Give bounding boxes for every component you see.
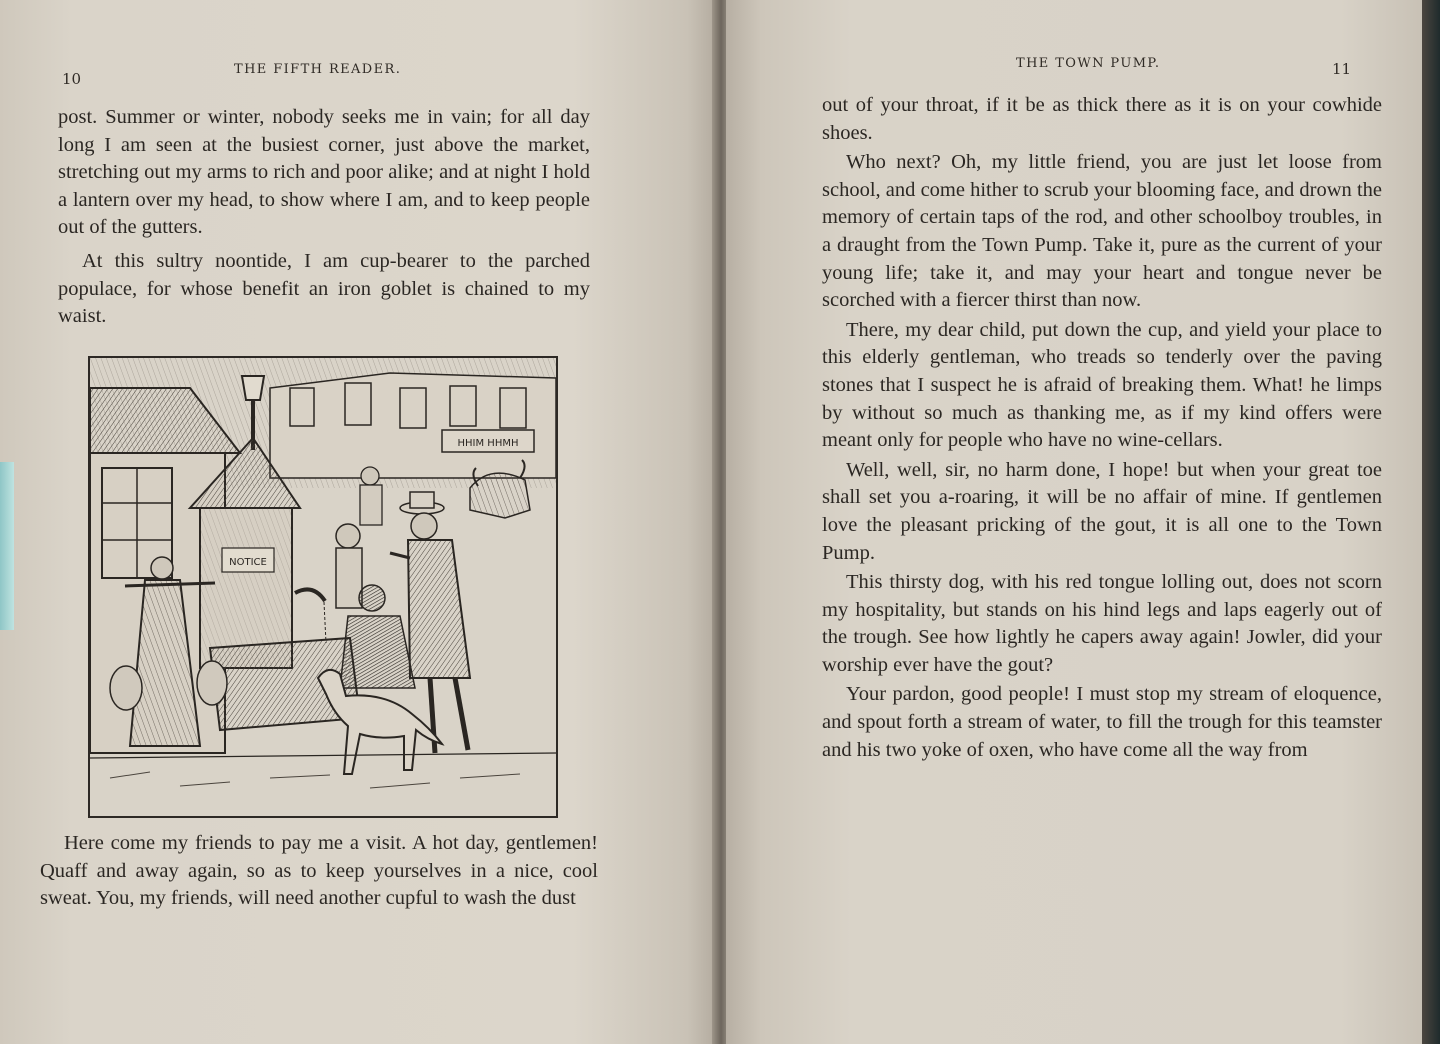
paragraph: Who next? Oh, my little friend, you are just let loose from school, and come hither to scrub your blooming face, and drown the memory of certain taps of the rod, and other schoolboy troubles, in a draught from the Town Pump. Take it, pure as the current of your young life; take it, and may your heart and tongue never be scorched with a fiercer thirst than now. (822, 151, 1382, 312)
bookmark-tab (0, 462, 14, 630)
right-page (726, 0, 1424, 1044)
right-text (822, 92, 1382, 764)
paragraph: Well, well, sir, no harm done, I hope! but when your great toe shall set you a-roaring, it will be no affair of mine. If gentlemen love the pleasant pricking of the gout, it is all one to the Town Pump. (822, 458, 1382, 564)
left-running-head: THE FIFTH READER. (234, 62, 402, 77)
boy-figure (336, 524, 362, 608)
paragraph: Your pardon, good people! I must stop my stream of eloquence, and spout forth a stream of water, to fill the trough for this teamster and his two yoke of oxen, who have come all the way from (822, 683, 1382, 761)
left-page-number: 10 (62, 70, 82, 88)
shop-sign-text: HHIM HHMH (457, 438, 519, 449)
left-top-text (58, 104, 590, 331)
engraving-svg (90, 358, 556, 816)
paragraph: out of your throat, if it be as thick there as it is on your cowhide shoes. (822, 94, 1382, 144)
paragraph: post. Summer or winter, nobody seeks me in vain; for all day long I am seen at the busiest corner, just above the market, stretching out my arms to rich and poor alike; and at night I hold a lantern over my head, to show where I am, and to keep people out of the gutters. (58, 106, 590, 239)
notice-text: NOTICE (229, 557, 267, 568)
left-page (0, 0, 716, 1044)
left-bottom-text: Here come my friends to pay me a visit. A hot day, gentlemen! Quaff and away again, so as to keep yourselves in a nice, cool sweat. You, my friends, will need another cupful to wash the dust (40, 832, 598, 910)
town-pump-illustration (88, 356, 558, 818)
book-cover-edge (1422, 0, 1440, 1044)
right-page-number: 11 (1332, 60, 1352, 78)
paragraph: At this sultry noontide, I am cup-bearer to the parched populace, for whose benefit an iron goblet is chained to my waist. (58, 249, 590, 328)
paragraph: This thirsty dog, with his red tongue lolling out, does not scorn my hospitality, but stands on his hind legs and laps eagerly out of the trough. See how lightly he capers away again! Jowler, did your worship ever have the gout? (822, 571, 1382, 676)
paragraph: There, my dear child, put down the cup, and yield your place to this elderly gentleman, who treads so tenderly over the paving stones that I suspect he is afraid of breaking them. What! he limps by without so much as thanking me, as if my kind offers were meant only for people who have no wine-cellars. (822, 318, 1382, 452)
right-running-head: THE TOWN PUMP. (1016, 56, 1161, 71)
lantern-icon (242, 376, 264, 400)
ox-icon (470, 473, 530, 518)
